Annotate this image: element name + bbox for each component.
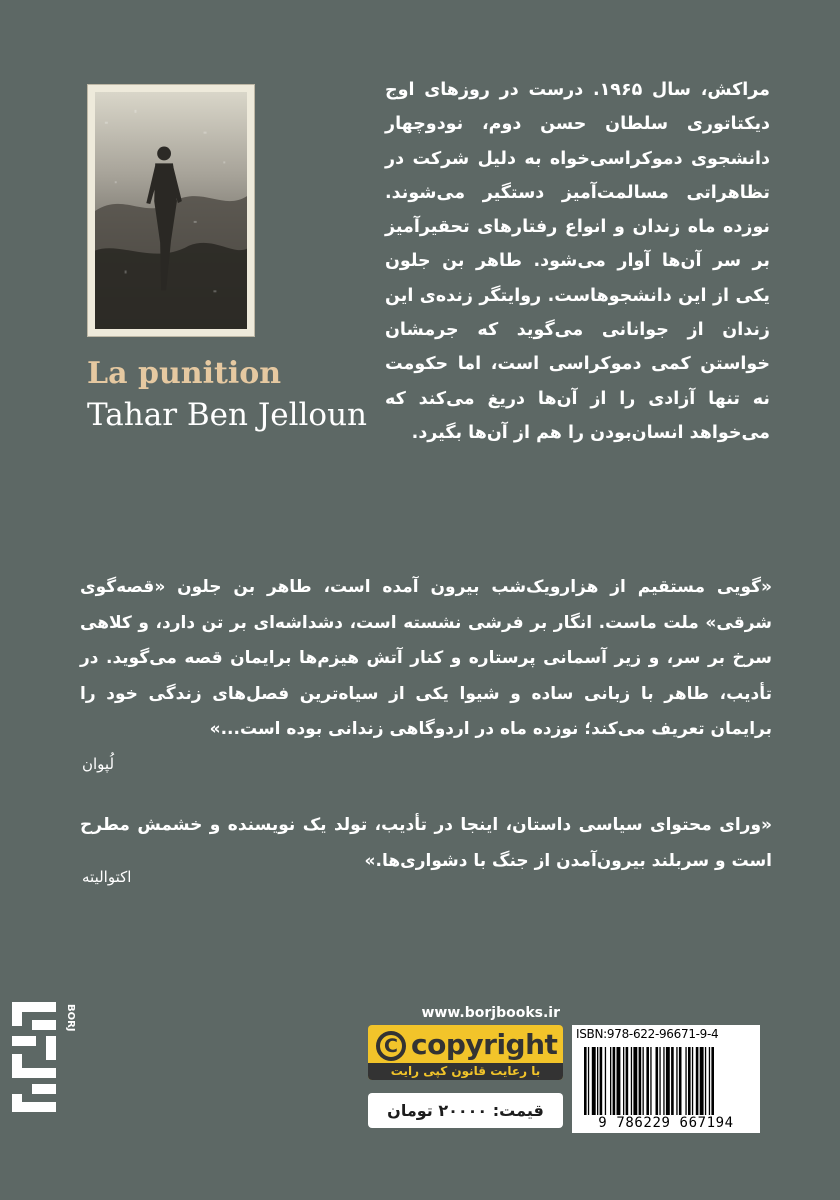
price-label: قیمت: ۲۰۰۰۰ تومان — [368, 1093, 563, 1128]
author-name-french: Tahar Ben Jelloun — [87, 397, 368, 433]
cover-photo — [87, 84, 255, 337]
review-quote: «ورای محتوای سیاسی داستان، اینجا در تأدیب، تولد یک نویسنده و خشمش مطرح است و سربلند بیرون‌آمدن از جنگ با دشواری‌ها.» — [80, 815, 772, 871]
synopsis-text: مراکش، سال ۱۹۶۵. درست در روزهای اوج دیکتاتوری سلطان حسن دوم، نودوچهار دانشجوی دموکراسی‌خواه به دلیل شرکت در تظاهراتی مسالمت‌آمیز دستگیر می‌شوند. نوزده ماه زندان و انواع رفتارهای تحقیرآمیز بر سر آن‌ها آوار می‌شود. طاهر بن جلون یکی از این دانشجوهاست. روایتگر زنده‌ی این زندان از جوانانی می‌گوید که جرمشان خواستن کمی دموکراسی است، اما حکومت نه تنها آزادی را از آن‌ها دریغ می‌کند که می‌خواهد انسان‌بودن را هم از آن‌ها بگیرد. — [385, 80, 770, 443]
barcode-digits: 9 786229 667194 — [598, 1115, 734, 1131]
review-quote: «گویی مستقیم از هزارویک‌شب بیرون آمده است، طاهر بن جلون «قصه‌گوی شرقی» ملت ماست. انگار بر فرشی نشسته است، دشداشه‌ای بر تن دارد، و کلاهی سرخ بر سر، و زیر آسمانی پرستاره و کنار آتش هیزم‌ها برایمان قصه می‌گوید. در تأدیب، طاهر با زبانی ساده و شیوا یکی از سیاه‌ترین فصل‌های زندگی خود را برایمان تعریف می‌کند؛ نوزده ماه در اردوگاهی زندانی بوده است...» — [80, 577, 772, 740]
copyright-badge — [368, 1025, 563, 1080]
book-title-french: La punition — [87, 356, 282, 391]
borj-logo — [8, 998, 76, 1116]
review-source: اکتوالیته — [82, 868, 132, 886]
barcode-icon — [584, 1047, 750, 1115]
prisoner-photo-image — [95, 92, 247, 329]
isbn-label: ISBN:978-622-96671-9-4 — [576, 1027, 719, 1041]
copyright-word: copyright — [411, 1028, 558, 1061]
borj-logo-icon — [8, 998, 76, 1116]
publisher-website: www.borjbooks.ir — [421, 1005, 560, 1021]
logo-text: BORJ — [65, 1004, 76, 1032]
barcode-panel — [572, 1025, 760, 1133]
review-source: لُپوان — [82, 755, 115, 773]
copyright-subtitle: با رعایت قانون کپی رایت — [368, 1063, 563, 1080]
copyright-icon: C — [376, 1031, 406, 1061]
